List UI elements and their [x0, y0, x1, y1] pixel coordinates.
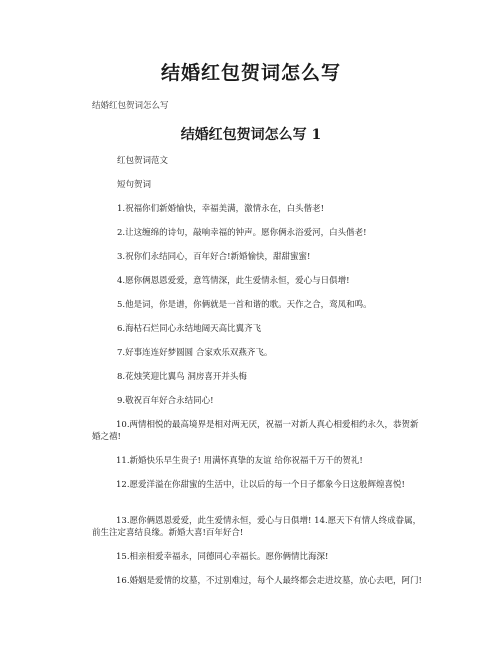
greeting-item: 12.愿爱洋溢在你甜蜜的生活中，让以后的每一个日子都象今日这般辉煌喜悦! — [116, 480, 405, 490]
greeting-item: 1.祝福你们新婚愉快，幸福美满，激情永在，白头偕老! — [117, 204, 325, 214]
greeting-item: 9.敬祝百年好合永结同心! — [117, 396, 214, 406]
greeting-item: 7.好事连连好梦圆圆 合家欢乐双燕齐飞。 — [117, 348, 273, 358]
greeting-item: 10.两情相悦的最高境界是相对两无厌，祝福一对新人真心相爱相约永久，恭贺新婚之禧! — [92, 420, 419, 442]
category-label: 红包贺词范文 — [117, 156, 169, 166]
greeting-item: 15.相亲相爱幸福永，同德同心幸福长。愿你俩情比海深! — [116, 552, 329, 562]
greeting-item: 4.愿你俩恩恩爱爱，意笃情深，此生爱情永恒，爱心与日俱增! — [117, 276, 350, 286]
type-label: 短句贺词 — [117, 180, 152, 190]
document-subtitle: 结婚红包贺词怎么写 — [92, 101, 169, 111]
greeting-item: 2.让这缠绵的诗句，敲响幸福的钟声。愿你俩永浴爱河，白头偕老! — [117, 228, 367, 238]
greeting-item: 3.祝你们永结同心，百年好合!新婚愉快，甜甜蜜蜜! — [117, 252, 311, 262]
greeting-item: 13.愿你俩恩恩爱爱，此生爱情永恒，爱心与日俱增! 14.愿天下有情人终成眷属，前生注定喜结良缘。新婚大喜!百年好合! — [92, 516, 422, 538]
greeting-item: 16.婚姻是爱情的坟墓，不过别难过，每个人最终都会走进坟墓，放心去吧，阿门! — [116, 576, 422, 586]
greeting-item: 8.花烛笑迎比翼鸟 洞房喜开并头梅 — [117, 372, 247, 382]
greeting-item: 6.海枯石烂同心永结地阔天高比翼齐飞 — [117, 324, 262, 334]
document-title: 结婚红包贺词怎么写 — [160, 62, 341, 84]
greeting-item: 11.新婚快乐早生贵子! 用满怀真挚的友谊 给你祝福千万千的贺礼! — [116, 456, 363, 466]
greeting-item: 5.他是词，你是谱，你俩就是一首和谐的歌。天作之合，鸾凤和鸣。 — [117, 300, 372, 310]
section-heading: 结婚红包贺词怎么写 1 — [180, 127, 322, 143]
